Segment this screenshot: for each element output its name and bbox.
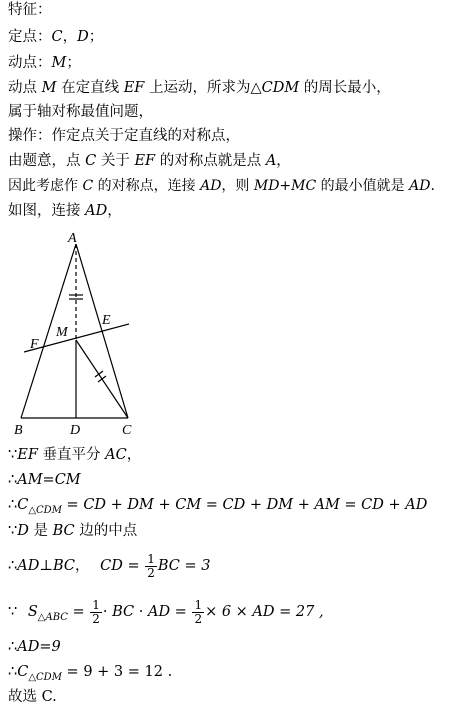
label-F: F [30, 337, 39, 352]
label-B: B [14, 423, 23, 438]
proof-line-4: ∵D 是 BC 边的中点 [8, 523, 138, 539]
text-line-4: 动点 M 在定直线 EF 上运动，所求为△CDM 的周长最小， [8, 80, 391, 96]
tick-mark-MC-1 [95, 371, 103, 377]
label-A: A [68, 231, 77, 246]
proof-line-1: ∵EF 垂直平分 AC， [8, 447, 142, 463]
proof-line-3: $\therefore C_{\triangle CDM}$ = CD + DM + CM = CD + DM + AM = CD + AD [8, 497, 428, 516]
fraction-half-1: $\frac{1}{2}$ [92, 597, 100, 626]
text-line-9: 如图，连接 AD， [8, 203, 122, 219]
proof-line-6: ∵ $S_{\triangle ABC}$ = $\frac{1}{2}$ · BC · AD = $\frac{1}{2}$ × 6 × AD = 27 , [8, 597, 324, 626]
proof-line-9: 故选 C. [8, 689, 57, 705]
proof-line-7: ∴AD=9 [8, 639, 61, 655]
label-M: M [56, 325, 68, 340]
text-line-7: 由题意，点 C 关于 EF 的对称点就是点 A， [8, 153, 291, 169]
text-line-2: 定点：C，D； [8, 29, 104, 45]
text-line-6: 操作：作定点关于定直线的对称点， [8, 128, 240, 144]
proof-line-2: ∴AM=CM [8, 472, 81, 488]
text-line-8: 因此考虑作 C 的对称点，连接 AD，则 MD+MC 的最小值就是 AD. [8, 178, 435, 194]
text-line-5: 属于轴对称最值问题， [8, 104, 153, 120]
triangle-figure [10, 228, 170, 443]
label-E: E [102, 313, 111, 328]
fraction-half-2: $\frac{1}{2}$ [194, 597, 203, 626]
text-line-3: 动点：M； [8, 55, 81, 71]
side-AB [21, 244, 76, 418]
text-line-1: 特征： [8, 2, 52, 18]
proof-line-5: ∴AD⊥BC， CD = $\frac{1}{2}$ BC = 3 [8, 551, 211, 580]
label-D: D [70, 423, 81, 438]
label-C: C [122, 423, 132, 438]
proof-line-8: $\therefore C_{\triangle CDM} = 9 + 3 = 12$ . [8, 664, 173, 683]
tick-mark-MC-2 [98, 376, 106, 382]
fraction-half: $\frac{1}{2}$ [147, 551, 155, 580]
